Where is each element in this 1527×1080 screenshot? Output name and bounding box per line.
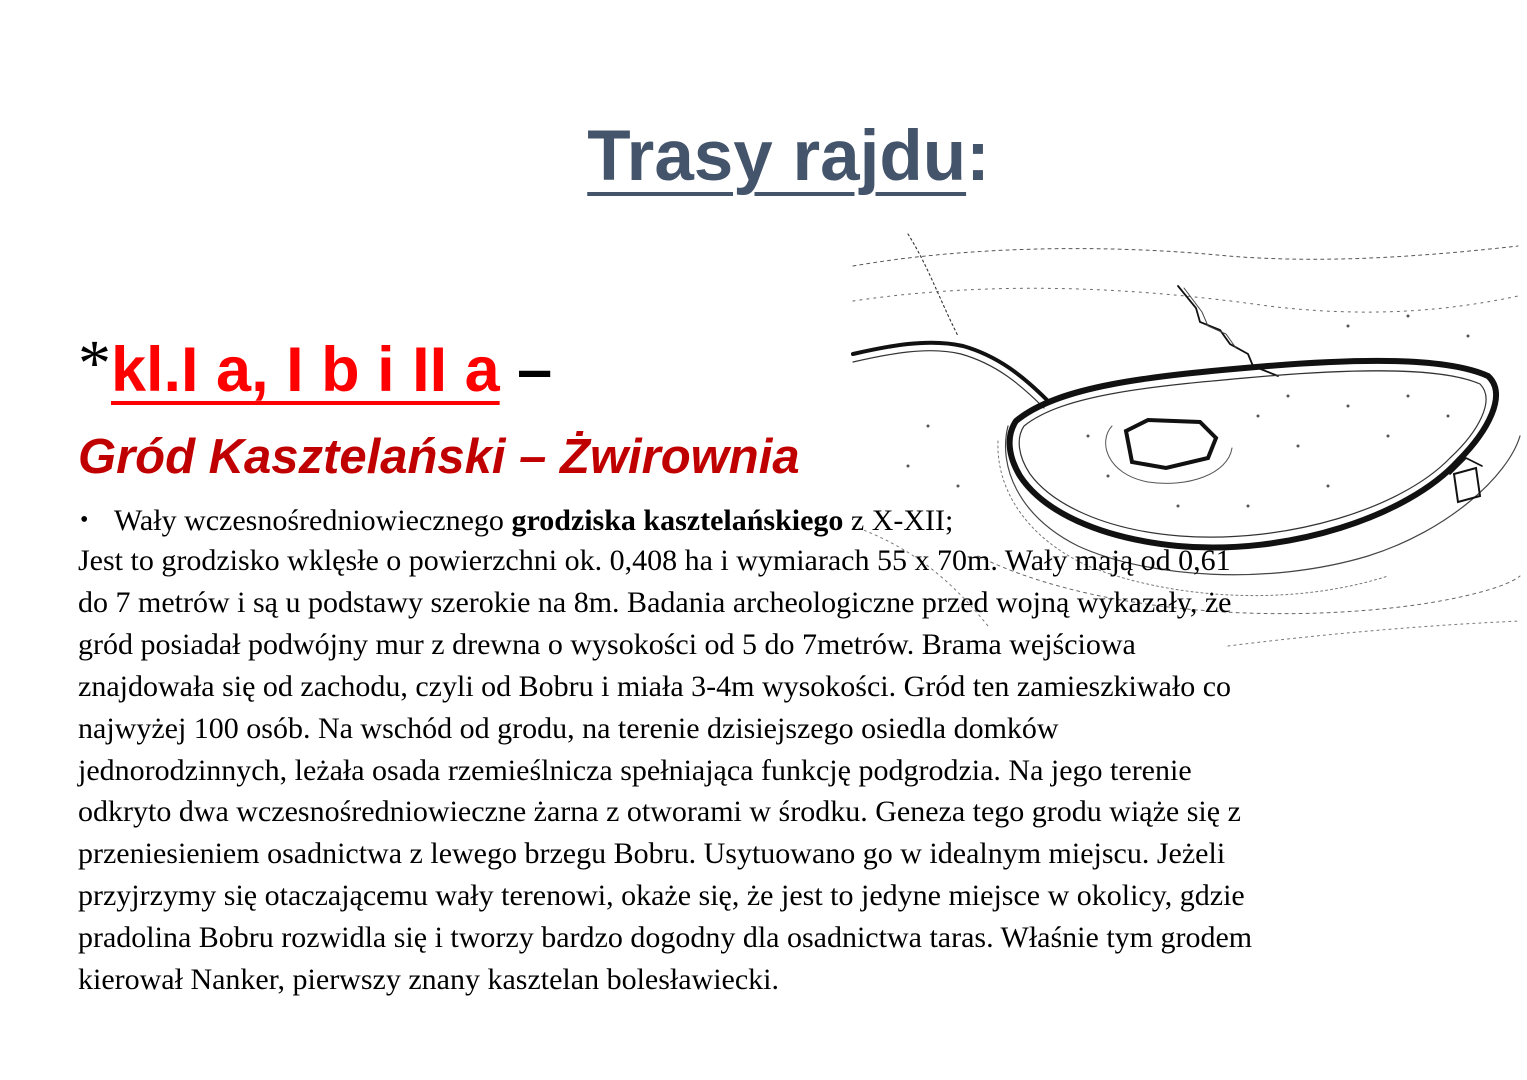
heading-dash: – bbox=[499, 335, 553, 405]
asterisk-mark: * bbox=[78, 327, 111, 400]
paragraph-line: do 7 metrów i są u podstawy szerokie na 8m. Badania archeologiczne przed wojną wykazały, że bbox=[78, 585, 1232, 619]
bullet-item bbox=[80, 498, 953, 543]
bullet-text-bold: grodziska kasztelańskiego bbox=[511, 504, 844, 537]
paragraph-line: przeniesieniem osadnictwa z lewego brzegu Bobru. Usytuowano go w idealnym miejscu. Jeżeli bbox=[78, 837, 1226, 871]
description-paragraph bbox=[78, 540, 1508, 1001]
page-title-colon: : bbox=[966, 117, 990, 196]
paragraph-line: kierował Nanker, pierwszy znany kasztelan bolesławiecki. bbox=[78, 963, 780, 997]
route-name: Gród Kasztelański – Żwirownia bbox=[78, 430, 800, 484]
bullet-icon: • bbox=[80, 507, 89, 533]
page-title bbox=[0, 112, 1527, 202]
bullet-text-start: Wały wczesnośredniowiecznego bbox=[114, 504, 512, 537]
paragraph-line: najwyżej 100 osób. Na wschód od grodu, na terenie dzisiejszego osiedla domków bbox=[78, 711, 1059, 745]
bullet-text-end: z X-XII; bbox=[843, 504, 954, 537]
paragraph-line: przyjrzymy się otaczającemu wały terenowi, okaże się, że jest to jedyne miejsce w okolicy, gdzie bbox=[78, 879, 1245, 913]
paragraph-line: Jest to grodzisko wklęsłe o powierzchni ok. 0,408 ha i wymiarach 55 x 70m. Wały mają od 0,61 bbox=[78, 544, 1231, 577]
paragraph-line: odkryto dwa wczesnośredniowieczne żarna z otworami w środku. Geneza tego grodu wiąże się z bbox=[78, 795, 1241, 829]
class-heading bbox=[78, 316, 552, 435]
paragraph-line: gród posiadał podwójny mur z drewna o wysokości od 5 do 7metrów. Brama wejściowa bbox=[78, 627, 1136, 661]
class-label: kl.I a, I b i II a bbox=[111, 335, 500, 405]
paragraph-line: pradolina Bobru rozwidla się i tworzy bardzo dogodny dla osadnictwa taras. Właśnie tym grodem bbox=[78, 921, 1253, 955]
paragraph-line: jednorodzinnych, leżała osada rzemieślnicza spełniająca funkcję podgrodzia. Na jego terenie bbox=[78, 753, 1192, 787]
page-title-text: Trasy rajdu bbox=[587, 117, 967, 196]
paragraph-line: znajdowała się od zachodu, czyli od Bobru i miała 3-4m wysokości. Gród ten zamieszkiwało co bbox=[78, 669, 1232, 703]
